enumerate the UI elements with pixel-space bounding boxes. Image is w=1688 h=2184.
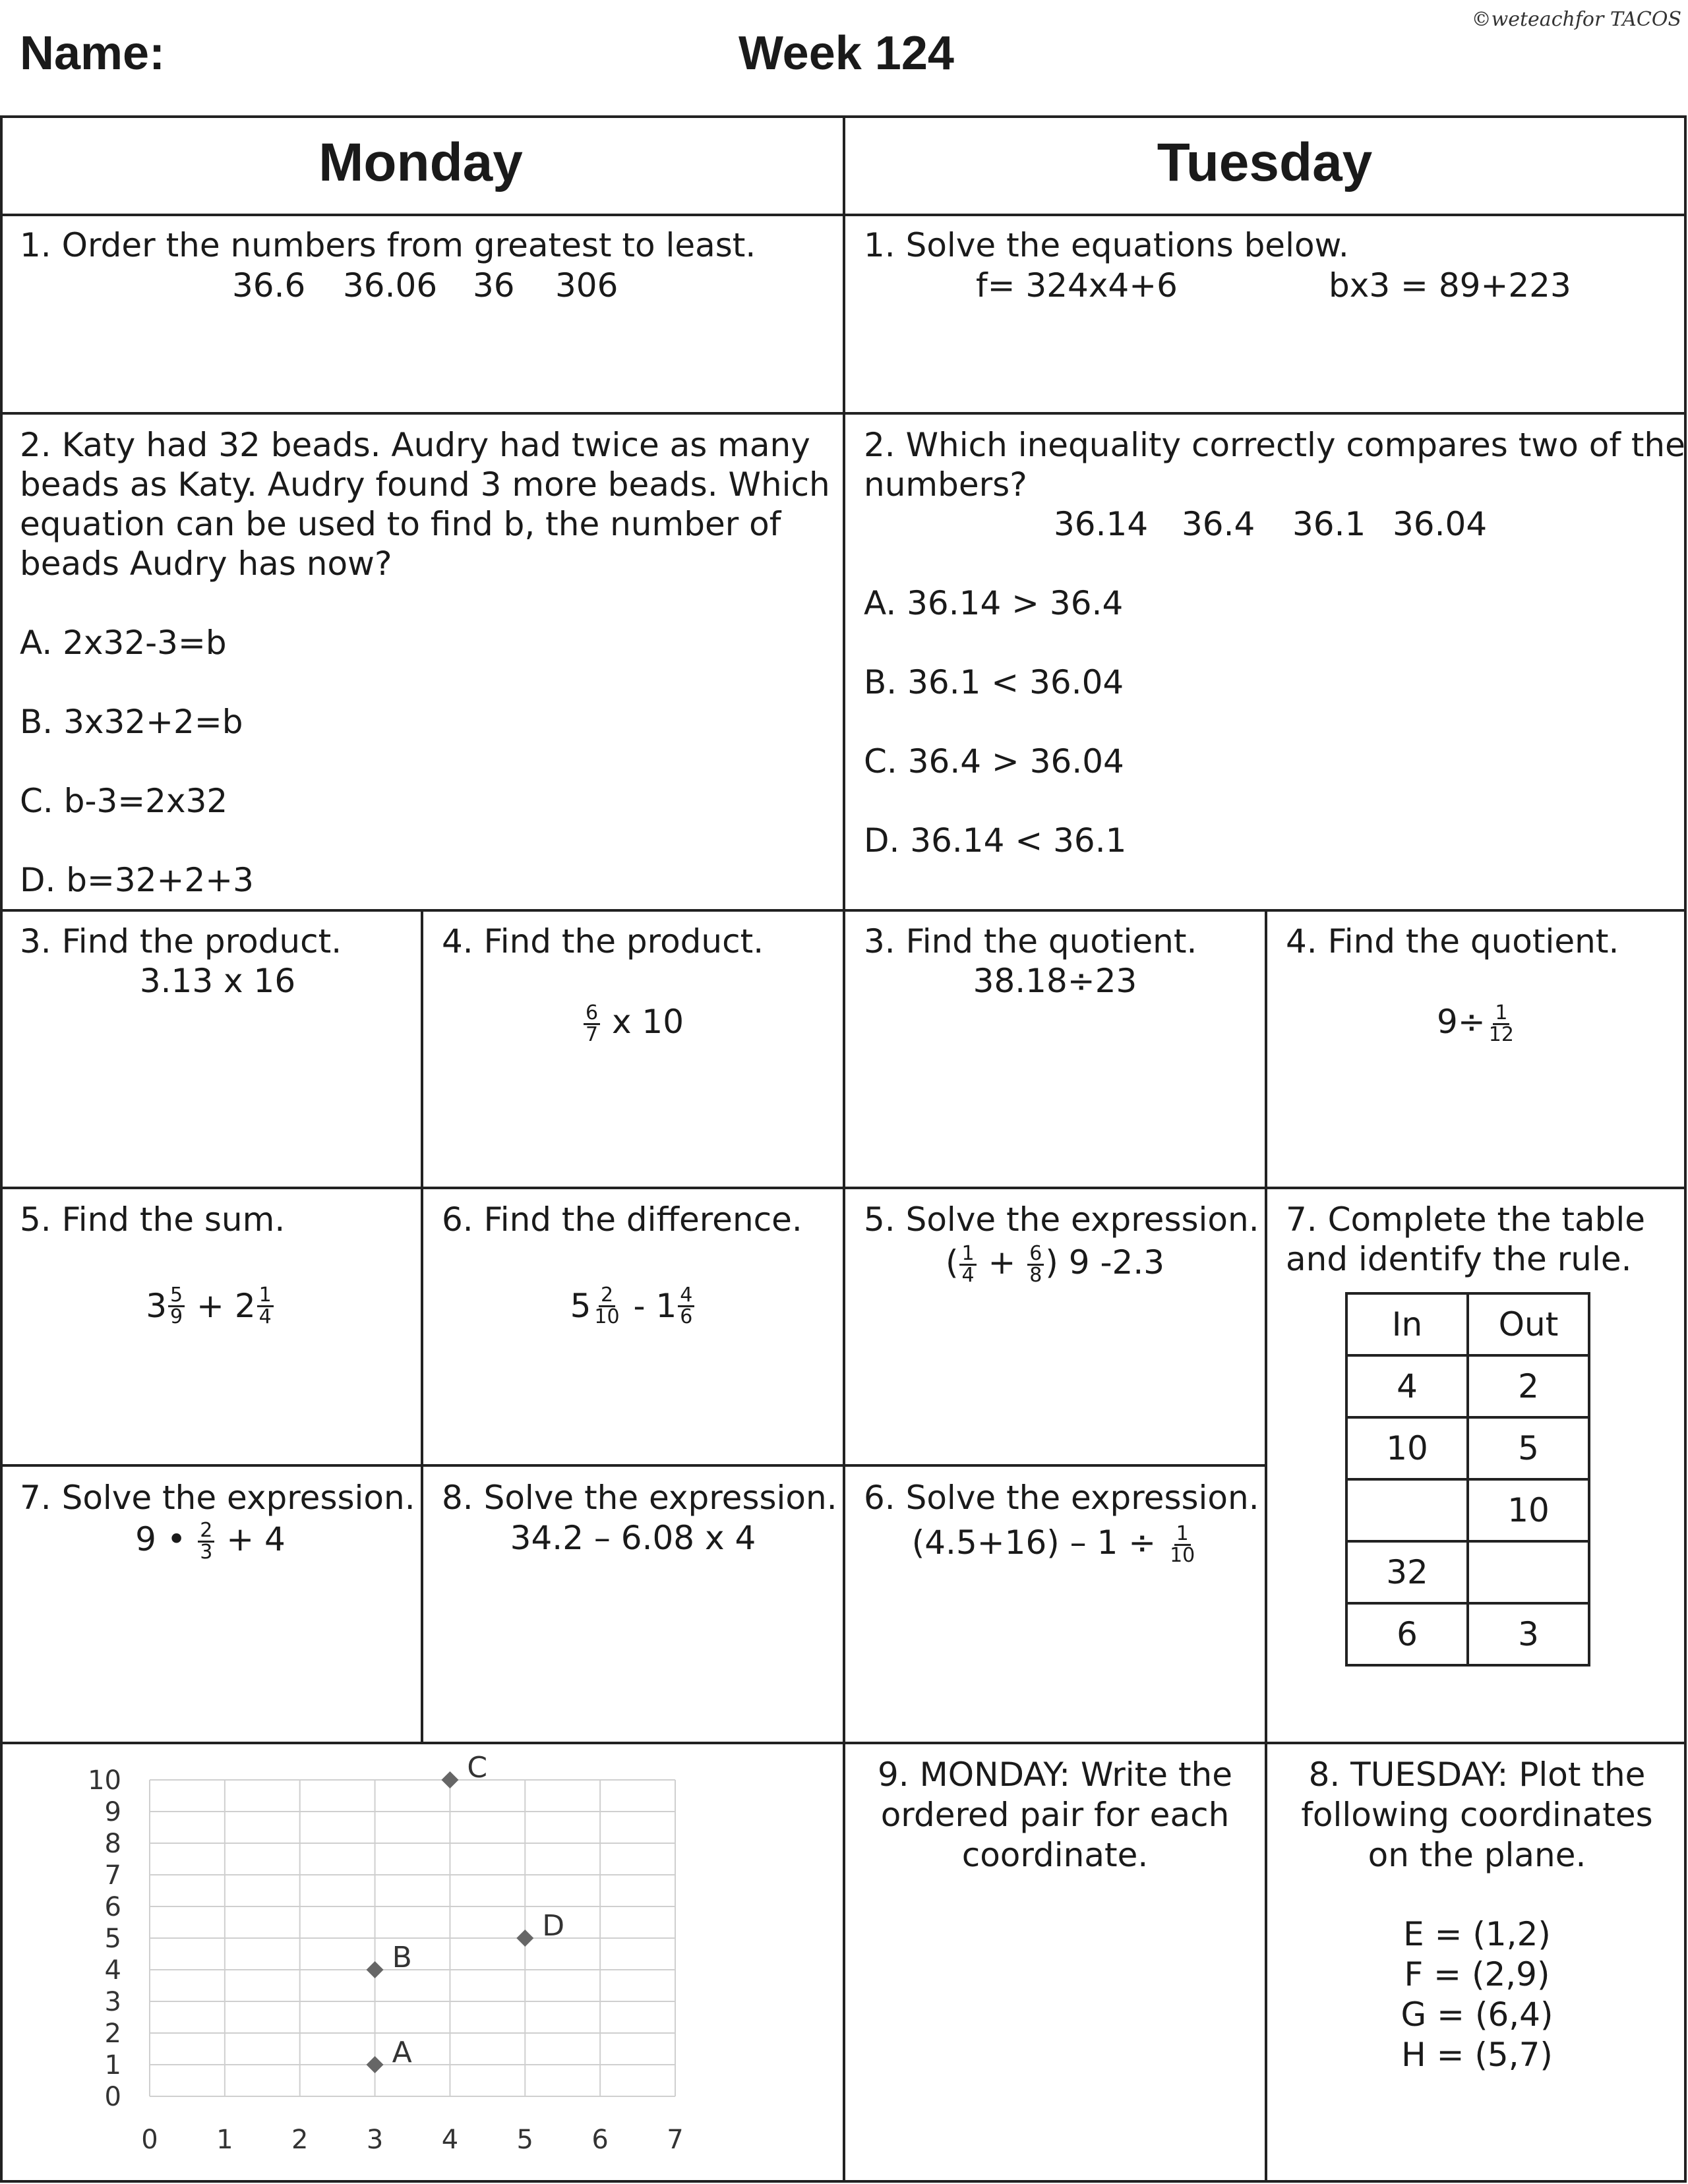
tuesday-q2-number: 36.14 xyxy=(1054,505,1149,543)
tuesday-q2-choice: A. 36.14 > 36.4 xyxy=(864,584,1124,622)
tuesday-q1-equation: f= 324x4+6 xyxy=(976,266,1178,305)
monday-q3-expression: 3.13 x 16 xyxy=(139,962,296,1000)
monday-q6-expression: 5 $\frac{2}{10}$ - 1 $\frac{4}{6}$ xyxy=(423,1285,843,1327)
table-cell[interactable]: 4 xyxy=(1346,1355,1468,1417)
monday-q2-choice: C. b-3=2x32 xyxy=(20,782,228,820)
monday-q2-prompt: beads Audry has now? xyxy=(20,545,392,583)
coordinate-plane xyxy=(3,1746,841,2181)
table-cell[interactable] xyxy=(1468,1541,1589,1603)
y-tick-label: 4 xyxy=(104,1955,121,1986)
tuesday-q2-choice: C. 36.4 > 36.04 xyxy=(864,742,1124,781)
week-title: Week 124 xyxy=(738,27,954,80)
tuesday-title: Tuesday xyxy=(1157,133,1373,192)
monday-q4-prompt: 4. Find the product. xyxy=(442,922,764,960)
monday-q1-number: 36.06 xyxy=(343,266,438,305)
x-tick-label: 2 xyxy=(291,2125,309,2155)
x-tick-label: 0 xyxy=(141,2125,158,2155)
x-tick-label: 7 xyxy=(667,2125,684,2155)
coordinate-item: E = (1,2) xyxy=(1403,1915,1551,1953)
table-cell[interactable]: 5 xyxy=(1468,1417,1589,1479)
table-row xyxy=(1346,1603,1589,1665)
table-header: In xyxy=(1346,1293,1468,1355)
x-tick-label: 4 xyxy=(441,2125,459,2155)
coordinate-item: F = (2,9) xyxy=(1404,1955,1550,1993)
monday-q9-prompt: 9. MONDAY: Write the ordered pair for each coordinate. xyxy=(877,1756,1233,1874)
monday-q1-number: 36 xyxy=(473,266,515,305)
monday-q5-expression: 3 $\frac{5}{9}$ + 2 $\frac{1}{4}$ xyxy=(0,1285,421,1327)
y-tick-label: 3 xyxy=(104,1987,121,2017)
fraction: $\frac{1}{12}$ xyxy=(1488,1001,1514,1046)
monday-q6-prompt: 6. Find the difference. xyxy=(442,1200,802,1239)
monday-q7-expression: 9 • $\frac{2}{3}$ + 4 xyxy=(135,1519,286,1564)
tuesday-q6-expression: (4.5+16) – 1 ÷ $\frac{1}{10}$ xyxy=(911,1522,1195,1567)
table-cell[interactable]: 2 xyxy=(1468,1355,1589,1417)
tuesday-q8-coordinates xyxy=(1267,1914,1687,2075)
y-tick-label: 9 xyxy=(104,1797,121,1827)
point-label-c: C xyxy=(467,1751,488,1785)
point-label-a: A xyxy=(392,2036,412,2069)
y-tick-label: 5 xyxy=(104,1924,121,1954)
monday-q2-prompt: 2. Katy had 32 beads. Audry had twice as many xyxy=(20,426,810,464)
monday-q1-number: 36.6 xyxy=(232,266,306,305)
divider xyxy=(0,1464,1266,1467)
point-label-b: B xyxy=(392,1941,412,1974)
coordinate-item: H = (5,7) xyxy=(1401,2036,1553,2074)
tuesday-q7-prompt: and identify the rule. xyxy=(1286,1240,1632,1278)
table-row xyxy=(1346,1541,1589,1603)
monday-q2-prompt: beads as Katy. Audry found 3 more beads. Which xyxy=(20,465,830,504)
y-tick-label: 6 xyxy=(104,1892,121,1922)
tuesday-q4-prompt: 4. Find the quotient. xyxy=(1286,922,1619,960)
table-cell[interactable]: 6 xyxy=(1346,1603,1468,1665)
table-row xyxy=(1346,1479,1589,1541)
monday-q5-prompt: 5. Find the sum. xyxy=(20,1200,286,1239)
monday-title: Monday xyxy=(318,133,523,192)
y-tick-label: 0 xyxy=(104,2082,121,2112)
y-tick-label: 1 xyxy=(104,2050,121,2081)
in-out-table xyxy=(1345,1292,1590,1667)
tuesday-q3-expression: 38.18÷23 xyxy=(973,962,1137,1000)
tuesday-q7-prompt: 7. Complete the table xyxy=(1286,1200,1646,1239)
tuesday-q3-prompt: 3. Find the quotient. xyxy=(864,922,1197,960)
table-row xyxy=(1346,1417,1589,1479)
tuesday-q2-prompt: 2. Which inequality correctly compares two of the xyxy=(864,426,1685,464)
monday-q3-prompt: 3. Find the product. xyxy=(20,922,342,960)
table-cell[interactable]: 10 xyxy=(1346,1417,1468,1479)
table-cell[interactable]: 10 xyxy=(1468,1479,1589,1541)
tuesday-q8-prompt: 8. TUESDAY: Plot the following coordinates on the plane. xyxy=(1301,1756,1653,1874)
monday-q1-number: 306 xyxy=(555,266,618,305)
y-tick-label: 10 xyxy=(88,1765,121,1796)
point-marker-b xyxy=(367,1961,384,1978)
table-cell[interactable]: 3 xyxy=(1468,1603,1589,1665)
table-row xyxy=(1346,1355,1589,1417)
name-label: Name: xyxy=(20,27,166,80)
tuesday-q5-prompt: 5. Solve the expression. xyxy=(864,1200,1259,1239)
copyright-text: ©weteachfor TACOS xyxy=(1471,8,1681,31)
y-tick-label: 8 xyxy=(104,1829,121,1859)
x-tick-label: 1 xyxy=(216,2125,233,2155)
table-cell[interactable] xyxy=(1346,1479,1468,1541)
x-tick-label: 6 xyxy=(591,2125,609,2155)
tuesday-q5-expression: ( $\frac{1}{4}$ + $\frac{6}{8}$ ) 9 -2.3 xyxy=(945,1242,1165,1287)
fraction: $\frac{6}{7}$ xyxy=(584,1003,600,1045)
x-tick-label: 3 xyxy=(366,2125,384,2155)
monday-q2-prompt: equation can be used to find b, the number of xyxy=(20,505,781,543)
tuesday-q2-number: 36.04 xyxy=(1393,505,1488,543)
tuesday-q2-prompt: numbers? xyxy=(864,465,1027,504)
monday-q2-choice: B. 3x32+2=b xyxy=(20,703,243,741)
x-tick-label: 5 xyxy=(516,2125,534,2155)
monday-q2-choice: A. 2x32-3=b xyxy=(20,624,227,662)
table-header: Out xyxy=(1468,1293,1589,1355)
tuesday-q4-expression: 9÷ $\frac{1}{12}$ xyxy=(1267,1002,1687,1045)
monday-q8-expression: 34.2 – 6.08 x 4 xyxy=(510,1519,756,1557)
point-marker-a xyxy=(367,2056,384,2073)
monday-q8-prompt: 8. Solve the expression. xyxy=(442,1479,837,1517)
table-cell[interactable]: 32 xyxy=(1346,1541,1468,1603)
y-tick-label: 2 xyxy=(104,2019,121,2049)
monday-q7-prompt: 7. Solve the expression. xyxy=(20,1479,415,1517)
tuesday-q2-number: 36.1 xyxy=(1292,505,1366,543)
coordinate-item: G = (6,4) xyxy=(1401,1995,1553,2034)
monday-q2-choice: D. b=32+2+3 xyxy=(20,861,254,899)
point-marker-d xyxy=(516,1930,533,1947)
tuesday-q2-choice: B. 36.1 < 36.04 xyxy=(864,663,1124,701)
monday-q1-prompt: 1. Order the numbers from greatest to least. xyxy=(20,226,756,264)
monday-q4-expression: $\frac{6}{7}$ x 10 xyxy=(423,1002,843,1045)
table-header-row xyxy=(1346,1293,1589,1355)
point-label-d: D xyxy=(542,1909,565,1943)
tuesday-q2-choice: D. 36.14 < 36.1 xyxy=(864,821,1127,860)
tuesday-q1-prompt: 1. Solve the equations below. xyxy=(864,226,1349,264)
tuesday-q2-number: 36.4 xyxy=(1182,505,1255,543)
tuesday-q1-equation: bx3 = 89+223 xyxy=(1329,266,1571,305)
point-marker-c xyxy=(441,1771,458,1788)
tuesday-q6-prompt: 6. Solve the expression. xyxy=(864,1479,1259,1517)
y-tick-label: 7 xyxy=(104,1860,121,1891)
